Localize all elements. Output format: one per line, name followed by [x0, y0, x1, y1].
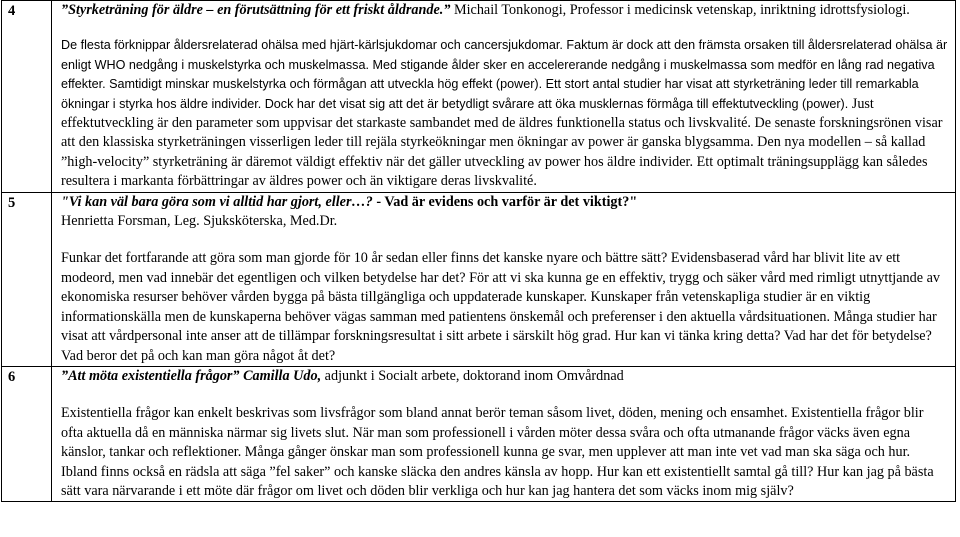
- talk-title-italic: ”Styrketräning för äldre – en förutsättning för ett friskt åldrande.”: [61, 2, 451, 18]
- talk-title: [61, 193, 949, 212]
- row-number: 6: [2, 366, 52, 501]
- talk-description: Funkar det fortfarande att göra som man gjorde för 10 år sedan eller finns det kanske nyare och bättre sätt? Evidensbaserad vård har blivit lite av ett modeord, men vad innebär det egentligen och vilken betydelse har det? För att vi ska kunna ge en effektiv, trygg och säker vård med rimligt utnyttjande av ekonomiska resurser behöver vården bygga på bästa tillgängliga och uppdaterade kunskaper. Kunskaper från vetenskapliga studier är en viktig informationskälla men de kunskaperna behöver vägas samman med patientens önskemål och preferenser i den aktuella vårdsituationen. Många studier har visat att vårdpersonal inte anser att de tillämpar forskningsresultat i sitt arbete i särskilt hög grad. Hur kan vi tänka kring detta? Vad har det för betydelse? Vad beror det på och kan man göra något åt det?: [61, 250, 940, 364]
- talk-speaker: Michail Tonkonogi, Professor i medicinsk vetenskap, inriktning idrottsfysiologi.: [450, 2, 910, 18]
- row-number: 4: [2, 1, 52, 193]
- row-number: 5: [2, 192, 52, 366]
- talk-title-italic: "Vi kan väl bara göra som vi alltid har gjort, eller…?: [61, 193, 373, 210]
- talk-description-serif: Just effektutveckling är den parameter som uppvisar det starkaste sambandet med de äldres funktionella status och livskvalité. De senaste forskningsrönen visar att den klassiska styrketräningen visserligen leder till rejäla styrkeökningar men ökningar av power är ganska blygsamma. Den nya modellen – så kallad ”high-velocity” styrketräning är däremot väldigt effektiv när det gäller utveckling av power hos äldre individer. Ett optimalt träningsupplägg kan således resultera i markanta förbättringar av äldres power och än viktigare deras livskvalité.: [61, 95, 943, 190]
- talk-description: Existentiella frågor kan enkelt beskrivas som livsfrågor som bland annat berör teman såsom livet, döden, mening och ensamhet. Existentiella frågor blir ofta aktuella då en människa närmar sig livets slut. När man som professionell i vården möter dessa svåra och ofta utmanande frågor väcks även egna känslor, tankar och reflektioner. Många gånger önskar man som professionell kunna ge svar, men upplever att man inte vet vad man ska säga och hur. Ibland finns också en rädsla att säga ”fel saker” och kanske släcka den andres känsla av hopp. Hur kan ett existentiellt samtal gå till? Hur kan jag på bästa sätt vara närvarande i ett möte där frågor om livet och döden blir verkliga och hur kan jag hantera det som väcks inom mig själv?: [61, 405, 934, 499]
- talk-description-sans: De flesta förknippar åldersrelaterad ohälsa med hjärt-kärlsjukdomar och cancersjukdomar. Faktum är dock att den främsta orsaken till åldersrelaterad ohälsa är enligt WHO nedgång i muskelstyrka och muskelmassa. Med stigande ålder sker en accelererande nedgång i muskelmassa som medför en lång rad negativa effekter. Samtidigt minskar muskelstyrka och förmågan att utveckla hög effekt (power). Ett stort antal studier har visat att styrketräning leder till remarkabla ökningar i styrka hos äldre individer. Dock har det visat sig att det är betydligt svårare att öka musklernas förmåga till effektutveckling (power).: [61, 38, 948, 111]
- talk-title: [61, 1, 949, 20]
- talk-description: [61, 36, 949, 191]
- table-row-4: [2, 1, 956, 193]
- row-content: [52, 192, 956, 366]
- row-content: [52, 366, 956, 501]
- table-row-6: [2, 366, 956, 501]
- talk-title: [61, 367, 949, 386]
- talk-title-rest: - Vad är evidens och varför är det viktigt?": [372, 193, 638, 210]
- table-row-5: [2, 192, 956, 366]
- program-table: [1, 0, 956, 502]
- row-content: [52, 1, 956, 193]
- talk-speaker: adjunkt i Socialt arbete, doktorand inom Omvårdnad: [321, 367, 624, 384]
- talk-speaker: Henrietta Forsman, Leg. Sjuksköterska, Med.Dr.: [61, 213, 338, 230]
- talk-title-italic: ”Att möta existentiella frågor” Camilla Udo,: [61, 367, 322, 384]
